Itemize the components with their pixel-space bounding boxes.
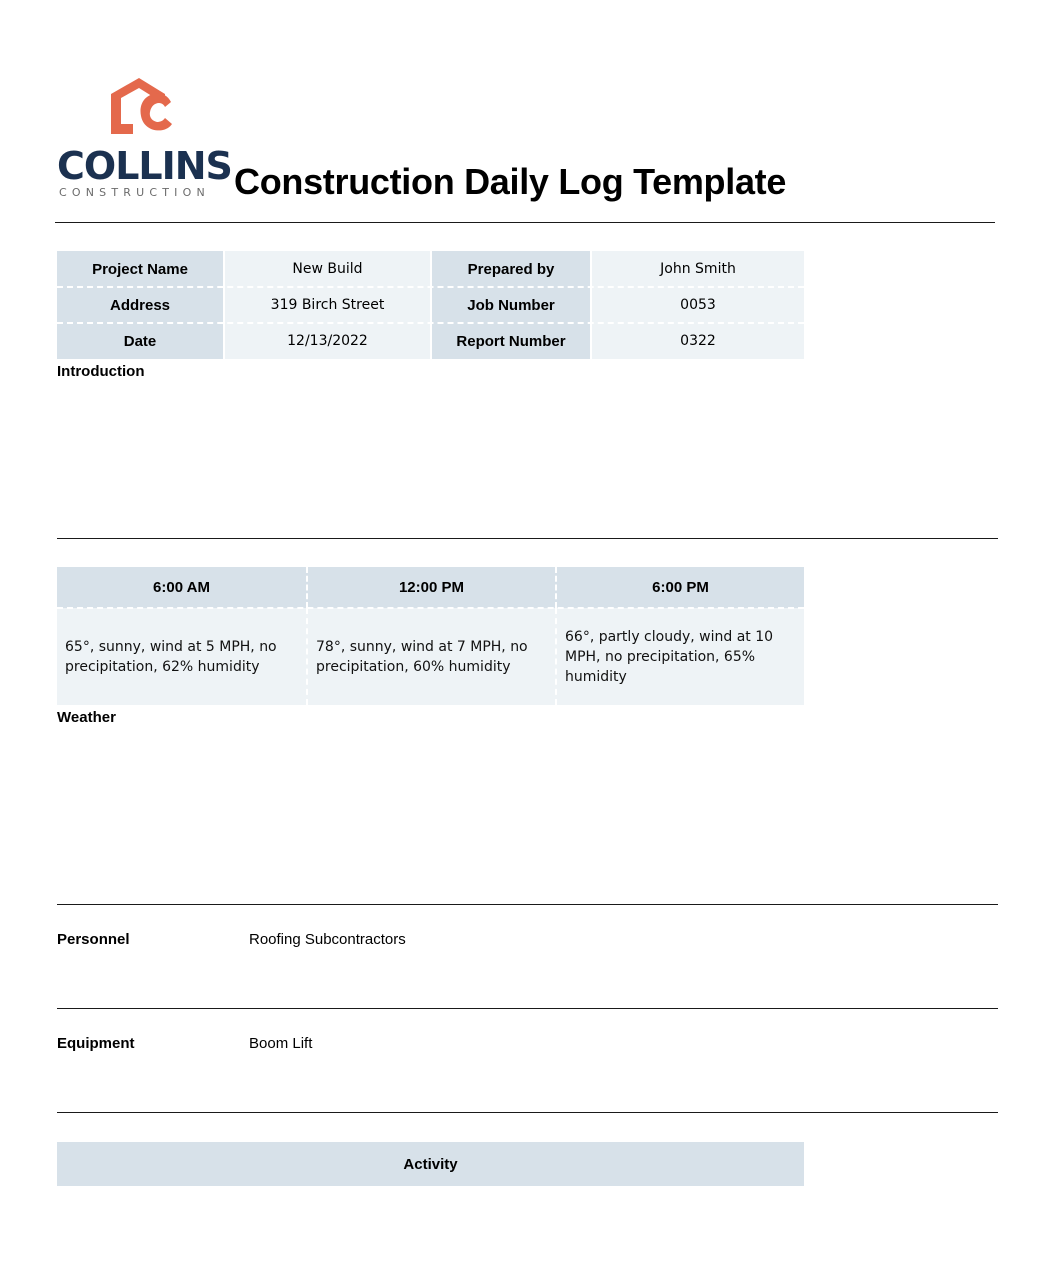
page-title: Construction Daily Log Template <box>234 161 787 202</box>
label-project-name: Project Name <box>57 251 223 287</box>
personnel-label: Personnel <box>57 931 130 948</box>
value-address[interactable]: 319 Birch Street <box>225 287 430 323</box>
label-job-number: Job Number <box>432 287 590 323</box>
project-info-table <box>57 251 804 359</box>
value-date[interactable]: 12/13/2022 <box>225 323 430 359</box>
row-divider <box>57 286 804 288</box>
info-row-address <box>57 287 804 323</box>
title-divider <box>55 222 995 223</box>
introduction-label: Introduction <box>57 363 145 380</box>
weather-time-noon: 12:00 PM <box>306 567 555 608</box>
row-divider <box>57 322 804 324</box>
weather-conditions-morning[interactable]: 65°, sunny, wind at 5 MPH, no precipitation, 62% humidity <box>65 638 277 675</box>
value-report-number[interactable]: 0322 <box>592 323 804 359</box>
value-prepared-by[interactable]: John Smith <box>592 251 804 287</box>
label-date: Date <box>57 323 223 359</box>
equipment-value[interactable]: Boom Lift <box>249 1035 313 1052</box>
weather-time-evening: 6:00 PM <box>555 567 804 608</box>
house-logo-icon <box>109 76 175 134</box>
weather-header-row <box>57 567 804 608</box>
weather-label: Weather <box>57 709 116 726</box>
weather-time-morning: 6:00 AM <box>153 579 210 596</box>
company-logo <box>57 76 232 202</box>
weather-divider <box>57 904 998 905</box>
equipment-label: Equipment <box>57 1035 135 1052</box>
weather-body-row <box>57 608 804 705</box>
introduction-divider <box>57 538 998 539</box>
info-row-date <box>57 323 804 359</box>
value-job-number[interactable]: 0053 <box>592 287 804 323</box>
logo-tagline: CONSTRUCTION <box>59 186 210 199</box>
personnel-value[interactable]: Roofing Subcontractors <box>249 931 406 948</box>
activity-header: Activity <box>57 1142 804 1186</box>
info-row-project <box>57 251 804 287</box>
weather-table <box>57 567 804 705</box>
label-prepared-by: Prepared by <box>432 251 590 287</box>
weather-conditions-noon[interactable]: 78°, sunny, wind at 7 MPH, no precipitation, 60% humidity <box>306 608 555 705</box>
label-address: Address <box>57 287 223 323</box>
weather-conditions-evening[interactable]: 66°, partly cloudy, wind at 10 MPH, no precipitation, 65% humidity <box>555 608 804 705</box>
logo-wordmark: COLLINS <box>57 144 232 188</box>
equipment-divider <box>57 1112 998 1113</box>
label-report-number: Report Number <box>432 323 590 359</box>
personnel-divider <box>57 1008 998 1009</box>
value-project-name[interactable]: New Build <box>225 251 430 287</box>
